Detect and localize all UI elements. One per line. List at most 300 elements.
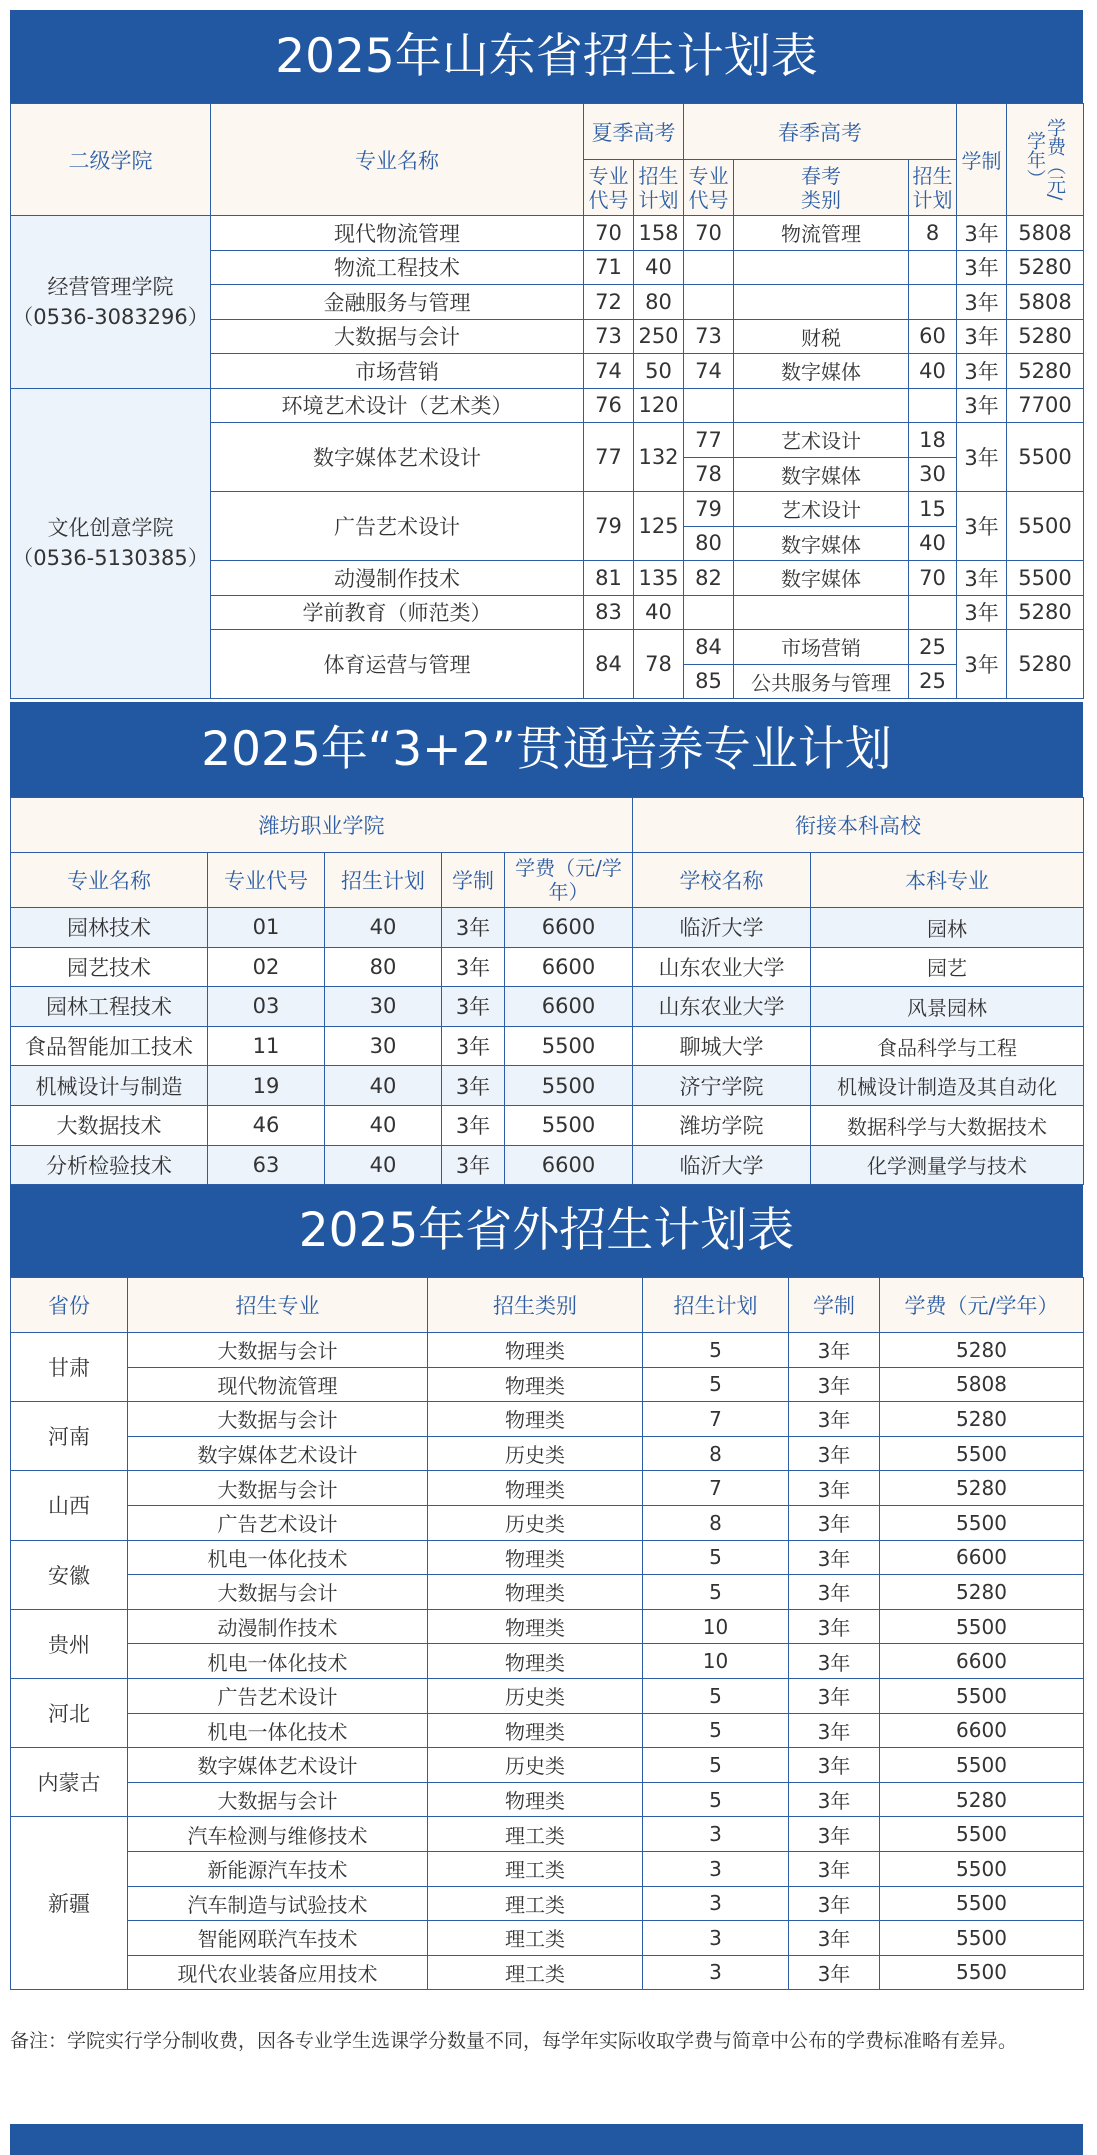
- summer-code: 79: [584, 492, 634, 561]
- cell-fee: 5500: [505, 1066, 633, 1106]
- summer-plan: 78: [634, 630, 684, 699]
- header2-code: 专业代号: [208, 853, 325, 908]
- table-row: [11, 1402, 1084, 1437]
- cell-fee: 5500: [880, 1921, 1084, 1956]
- cell-undergrad: 风景园林: [811, 987, 1084, 1027]
- cell-plan: 5: [643, 1575, 789, 1610]
- spring-plan: [909, 595, 957, 630]
- cell-fee: 5808: [880, 1367, 1084, 1402]
- cell-fee: 5500: [880, 1609, 1084, 1644]
- out-of-province-table: [10, 1277, 1084, 1990]
- cell-years: 3年: [789, 1713, 880, 1748]
- years: 3年: [957, 354, 1007, 389]
- cell-years: 3年: [789, 1851, 880, 1886]
- fee: 5280: [1007, 630, 1084, 699]
- table-row: [11, 987, 1084, 1027]
- cell-major: 大数据技术: [11, 1105, 208, 1145]
- spring-plan: [909, 388, 957, 423]
- cell-years: 3年: [789, 1748, 880, 1783]
- table-row: [11, 1145, 1084, 1185]
- college-cell: [11, 216, 211, 389]
- cell-years: 3年: [789, 1817, 880, 1852]
- spring-plan: [909, 250, 957, 285]
- cell-code: 46: [208, 1105, 325, 1145]
- cell-years: 3年: [789, 1886, 880, 1921]
- cell-category: 物理类: [428, 1471, 643, 1506]
- spring-category: 艺术设计: [734, 423, 909, 458]
- summer-code: 72: [584, 285, 634, 320]
- spring-category: 艺术设计: [734, 492, 909, 527]
- spring-plan: 40: [909, 354, 957, 389]
- spring-plan: 15: [909, 492, 957, 527]
- cell-undergrad: 园艺: [811, 947, 1084, 987]
- table-row: [11, 1782, 1084, 1817]
- header-spring: 春季高考: [684, 104, 957, 160]
- cell-major: 大数据与会计: [128, 1471, 428, 1506]
- cell-category: 历史类: [428, 1678, 643, 1713]
- header-spring-category-text: 春考类别: [801, 163, 841, 212]
- fee: 5808: [1007, 285, 1084, 320]
- cell-fee: 5500: [880, 1955, 1084, 1990]
- header-spring-category: [734, 160, 909, 216]
- summer-code: 71: [584, 250, 634, 285]
- cell-plan: 30: [325, 1026, 442, 1066]
- shandong-plan-table: [10, 103, 1084, 699]
- cell-years: 3年: [442, 1145, 505, 1185]
- table-row: [11, 388, 1084, 423]
- cell-code: 63: [208, 1145, 325, 1185]
- province-cell: 河南: [11, 1402, 128, 1471]
- cell-undergrad: 园林: [811, 908, 1084, 948]
- cell-years: 3年: [442, 1026, 505, 1066]
- summer-plan: 250: [634, 319, 684, 354]
- cell-years: 3年: [442, 908, 505, 948]
- years: 3年: [957, 630, 1007, 699]
- cell-plan: 5: [643, 1333, 789, 1368]
- table-row: [11, 1748, 1084, 1783]
- summer-code: 74: [584, 354, 634, 389]
- cell-years: 3年: [789, 1333, 880, 1368]
- province-cell: 新疆: [11, 1817, 128, 1990]
- summer-code: 83: [584, 595, 634, 630]
- header-fee-text: 学费（元/学年）: [1024, 118, 1067, 201]
- table-row: [11, 1886, 1084, 1921]
- through-training-table: [10, 797, 1084, 1185]
- cell-plan: 7: [643, 1402, 789, 1437]
- cell-years: 3年: [789, 1955, 880, 1990]
- cell-category: 物理类: [428, 1575, 643, 1610]
- group-undergrad: 衔接本科高校: [633, 798, 1084, 853]
- province-cell: 安徽: [11, 1540, 128, 1609]
- summer-code: 76: [584, 388, 634, 423]
- cell-plan: 3: [643, 1886, 789, 1921]
- major-name: 数字媒体艺术设计: [211, 423, 584, 492]
- spring-plan: 60: [909, 319, 957, 354]
- cell-plan: 5: [643, 1678, 789, 1713]
- table-row: [11, 1644, 1084, 1679]
- cell-school: 临沂大学: [633, 908, 811, 948]
- major-name: 动漫制作技术: [211, 561, 584, 596]
- spring-plan: 40: [909, 526, 957, 561]
- table-row: [11, 908, 1084, 948]
- header2-major: 专业名称: [11, 853, 208, 908]
- cell-plan: 10: [643, 1644, 789, 1679]
- header3-years: 学制: [789, 1278, 880, 1333]
- cell-category: 历史类: [428, 1436, 643, 1471]
- header-years: 学制: [957, 104, 1007, 216]
- cell-plan: 40: [325, 1145, 442, 1185]
- cell-code: 11: [208, 1026, 325, 1066]
- header-major: 专业名称: [211, 104, 584, 216]
- fee: 5500: [1007, 561, 1084, 596]
- cell-category: 物理类: [428, 1402, 643, 1437]
- header-spring-plan-text: 招生计划: [912, 163, 953, 212]
- cell-fee: 5280: [880, 1782, 1084, 1817]
- footer-bar: [10, 2124, 1083, 2155]
- cell-major: 广告艺术设计: [128, 1678, 428, 1713]
- spring-category: 公共服务与管理: [734, 664, 909, 699]
- section2-title: 2025年“3+2”贯通培养专业计划: [201, 722, 892, 777]
- table-row: [11, 1955, 1084, 1990]
- table-row: [11, 1436, 1084, 1471]
- summer-plan: 125: [634, 492, 684, 561]
- cell-plan: 5: [643, 1367, 789, 1402]
- cell-major: 数字媒体艺术设计: [128, 1748, 428, 1783]
- cell-years: 3年: [442, 1066, 505, 1106]
- header3-fee: 学费（元/学年）: [880, 1278, 1084, 1333]
- major-name: 环境艺术设计（艺术类）: [211, 388, 584, 423]
- major-name: 金融服务与管理: [211, 285, 584, 320]
- years: 3年: [957, 319, 1007, 354]
- table-row: [11, 1026, 1084, 1066]
- header-summer-code: [584, 160, 634, 216]
- table-row: [11, 1678, 1084, 1713]
- cell-category: 理工类: [428, 1886, 643, 1921]
- summer-plan: 120: [634, 388, 684, 423]
- table-row: [11, 947, 1084, 987]
- spring-category: [734, 595, 909, 630]
- cell-code: 03: [208, 987, 325, 1027]
- header-fee: [1007, 104, 1084, 216]
- table-row: [11, 1367, 1084, 1402]
- summer-plan: 132: [634, 423, 684, 492]
- cell-plan: 8: [643, 1436, 789, 1471]
- fee: 5280: [1007, 595, 1084, 630]
- summer-code: 81: [584, 561, 634, 596]
- cell-major: 现代物流管理: [128, 1367, 428, 1402]
- cell-major: 广告艺术设计: [128, 1505, 428, 1540]
- summer-code: 84: [584, 630, 634, 699]
- cell-plan: 80: [325, 947, 442, 987]
- major-name: 大数据与会计: [211, 319, 584, 354]
- section2-banner: [10, 702, 1083, 797]
- years: 3年: [957, 595, 1007, 630]
- spring-plan: 25: [909, 630, 957, 665]
- college-phone: （0536-3083296）: [12, 304, 209, 329]
- table-row: [11, 1609, 1084, 1644]
- spring-code: 78: [684, 457, 734, 492]
- cell-plan: 5: [643, 1748, 789, 1783]
- cell-plan: 30: [325, 987, 442, 1027]
- province-cell: 河北: [11, 1678, 128, 1747]
- cell-fee: 6600: [880, 1540, 1084, 1575]
- major-name: 体育运营与管理: [211, 630, 584, 699]
- spring-code: [684, 595, 734, 630]
- cell-plan: 5: [643, 1713, 789, 1748]
- table-row: [11, 1713, 1084, 1748]
- cell-category: 物理类: [428, 1713, 643, 1748]
- fee: 5500: [1007, 492, 1084, 561]
- header2-fee: [505, 853, 633, 908]
- cell-fee: 6600: [505, 987, 633, 1027]
- header3-category: 招生类别: [428, 1278, 643, 1333]
- cell-category: 理工类: [428, 1955, 643, 1990]
- header3-province: 省份: [11, 1278, 128, 1333]
- cell-major: 大数据与会计: [128, 1575, 428, 1610]
- table-row: [11, 1921, 1084, 1956]
- college-phone: （0536-5130385）: [12, 546, 209, 571]
- cell-plan: 10: [643, 1609, 789, 1644]
- cell-category: 理工类: [428, 1817, 643, 1852]
- cell-undergrad: 机械设计制造及其自动化: [811, 1066, 1084, 1106]
- summer-plan: 80: [634, 285, 684, 320]
- spring-code: 73: [684, 319, 734, 354]
- spring-category: [734, 250, 909, 285]
- cell-years: 3年: [789, 1921, 880, 1956]
- cell-years: 3年: [442, 987, 505, 1027]
- cell-years: 3年: [789, 1436, 880, 1471]
- spring-plan: 18: [909, 423, 957, 458]
- years: 3年: [957, 492, 1007, 561]
- cell-major: 动漫制作技术: [128, 1609, 428, 1644]
- header-summer: 夏季高考: [584, 104, 684, 160]
- cell-school: 潍坊学院: [633, 1105, 811, 1145]
- cell-category: 物理类: [428, 1540, 643, 1575]
- spring-code: [684, 250, 734, 285]
- cell-fee: 5500: [880, 1678, 1084, 1713]
- spring-code: 82: [684, 561, 734, 596]
- summer-code: 73: [584, 319, 634, 354]
- cell-undergrad: 数据科学与大数据技术: [811, 1105, 1084, 1145]
- cell-undergrad: 食品科学与工程: [811, 1026, 1084, 1066]
- cell-years: 3年: [789, 1782, 880, 1817]
- header-spring-code-text: 专业代号: [688, 163, 729, 212]
- cell-years: 3年: [789, 1678, 880, 1713]
- cell-major: 数字媒体艺术设计: [128, 1436, 428, 1471]
- cell-years: 3年: [789, 1644, 880, 1679]
- years: 3年: [957, 423, 1007, 492]
- cell-plan: 8: [643, 1505, 789, 1540]
- cell-years: 3年: [789, 1505, 880, 1540]
- cell-fee: 5500: [880, 1505, 1084, 1540]
- spring-category: 数字媒体: [734, 561, 909, 596]
- province-cell: 内蒙古: [11, 1748, 128, 1817]
- cell-fee: 5500: [505, 1105, 633, 1145]
- cell-major: 机电一体化技术: [128, 1644, 428, 1679]
- cell-school: 山东农业大学: [633, 987, 811, 1027]
- spring-code: 77: [684, 423, 734, 458]
- table-row: [11, 1505, 1084, 1540]
- cell-school: 临沂大学: [633, 1145, 811, 1185]
- cell-years: 3年: [442, 947, 505, 987]
- cell-fee: 5500: [880, 1886, 1084, 1921]
- spring-code: 79: [684, 492, 734, 527]
- cell-category: 历史类: [428, 1505, 643, 1540]
- spring-code: [684, 285, 734, 320]
- cell-plan: 40: [325, 1105, 442, 1145]
- fee: 5280: [1007, 250, 1084, 285]
- spring-category: [734, 388, 909, 423]
- spring-code: [684, 388, 734, 423]
- cell-major: 大数据与会计: [128, 1782, 428, 1817]
- header-spring-plan: [909, 160, 957, 216]
- cell-category: 理工类: [428, 1921, 643, 1956]
- summer-plan: 40: [634, 595, 684, 630]
- spring-category: 数字媒体: [734, 526, 909, 561]
- college-name: 经营管理学院: [47, 274, 174, 299]
- spring-code: 80: [684, 526, 734, 561]
- cell-category: 历史类: [428, 1748, 643, 1783]
- table-row: [11, 1817, 1084, 1852]
- cell-years: 3年: [789, 1402, 880, 1437]
- cell-major: 机电一体化技术: [128, 1540, 428, 1575]
- cell-major: 机电一体化技术: [128, 1713, 428, 1748]
- table-row: [11, 1851, 1084, 1886]
- cell-category: 物理类: [428, 1367, 643, 1402]
- cell-years: 3年: [442, 1105, 505, 1145]
- header3-major: 招生专业: [128, 1278, 428, 1333]
- cell-school: 山东农业大学: [633, 947, 811, 987]
- cell-major: 园林工程技术: [11, 987, 208, 1027]
- major-name: 物流工程技术: [211, 250, 584, 285]
- cell-school: 济宁学院: [633, 1066, 811, 1106]
- cell-years: 3年: [789, 1471, 880, 1506]
- spring-plan: [909, 285, 957, 320]
- province-cell: 山西: [11, 1471, 128, 1540]
- table-row: [11, 1066, 1084, 1106]
- cell-major: 大数据与会计: [128, 1333, 428, 1368]
- cell-fee: 5280: [880, 1333, 1084, 1368]
- major-name: 现代物流管理: [211, 216, 584, 251]
- cell-fee: 6600: [505, 1145, 633, 1185]
- cell-plan: 5: [643, 1540, 789, 1575]
- cell-years: 3年: [789, 1367, 880, 1402]
- cell-years: 3年: [789, 1609, 880, 1644]
- cell-major: 分析检验技术: [11, 1145, 208, 1185]
- spring-code: 84: [684, 630, 734, 665]
- cell-plan: 3: [643, 1851, 789, 1886]
- province-cell: 贵州: [11, 1609, 128, 1678]
- cell-years: 3年: [789, 1575, 880, 1610]
- cell-category: 物理类: [428, 1782, 643, 1817]
- summer-plan: 158: [634, 216, 684, 251]
- header2-fee-text: 学费（元/学年）: [515, 856, 622, 904]
- header3-plan: 招生计划: [643, 1278, 789, 1333]
- table-row: [11, 1333, 1084, 1368]
- cell-major: 园艺技术: [11, 947, 208, 987]
- cell-category: 物理类: [428, 1609, 643, 1644]
- section1-banner: [10, 10, 1083, 103]
- cell-major: 汽车检测与维修技术: [128, 1817, 428, 1852]
- fee: 7700: [1007, 388, 1084, 423]
- header2-plan: 招生计划: [325, 853, 442, 908]
- cell-fee: 5500: [880, 1436, 1084, 1471]
- spring-code: 70: [684, 216, 734, 251]
- cell-plan: 3: [643, 1817, 789, 1852]
- header2-years: 学制: [442, 853, 505, 908]
- spring-category: 数字媒体: [734, 457, 909, 492]
- cell-plan: 3: [643, 1921, 789, 1956]
- spring-code: 74: [684, 354, 734, 389]
- spring-plan: 30: [909, 457, 957, 492]
- header-summer-plan: [634, 160, 684, 216]
- cell-plan: 40: [325, 908, 442, 948]
- summer-plan: 40: [634, 250, 684, 285]
- header-spring-code: [684, 160, 734, 216]
- cell-major: 机械设计与制造: [11, 1066, 208, 1106]
- cell-code: 01: [208, 908, 325, 948]
- cell-fee: 5500: [505, 1026, 633, 1066]
- cell-category: 理工类: [428, 1851, 643, 1886]
- cell-fee: 5280: [880, 1471, 1084, 1506]
- major-name: 市场营销: [211, 354, 584, 389]
- summer-code: 70: [584, 216, 634, 251]
- footnote: 备注：学院实行学分制收费，因各专业学生选课学分数量不同，每学年实际收取学费与简章中公布的学费标准略有差异。: [10, 2030, 1018, 2052]
- cell-fee: 6600: [505, 908, 633, 948]
- table-row: [11, 216, 1084, 251]
- cell-fee: 6600: [880, 1644, 1084, 1679]
- cell-plan: 3: [643, 1955, 789, 1990]
- years: 3年: [957, 388, 1007, 423]
- spring-category: 财税: [734, 319, 909, 354]
- fee: 5808: [1007, 216, 1084, 251]
- cell-major: 新能源汽车技术: [128, 1851, 428, 1886]
- cell-fee: 5280: [880, 1402, 1084, 1437]
- spring-category: [734, 285, 909, 320]
- cell-fee: 6600: [880, 1713, 1084, 1748]
- summer-plan: 135: [634, 561, 684, 596]
- section3-banner: [10, 1185, 1083, 1277]
- cell-fee: 5500: [880, 1748, 1084, 1783]
- header2-undergrad: 本科专业: [811, 853, 1084, 908]
- cell-major: 食品智能加工技术: [11, 1026, 208, 1066]
- major-name: 学前教育（师范类）: [211, 595, 584, 630]
- fee: 5500: [1007, 423, 1084, 492]
- spring-plan: 8: [909, 216, 957, 251]
- fee: 5280: [1007, 354, 1084, 389]
- province-cell: 甘肃: [11, 1333, 128, 1402]
- cell-school: 聊城大学: [633, 1026, 811, 1066]
- college-cell: [11, 388, 211, 699]
- cell-plan: 40: [325, 1066, 442, 1106]
- cell-fee: 5500: [880, 1851, 1084, 1886]
- years: 3年: [957, 285, 1007, 320]
- cell-years: 3年: [789, 1540, 880, 1575]
- cell-major: 大数据与会计: [128, 1402, 428, 1437]
- years: 3年: [957, 216, 1007, 251]
- spring-code: 85: [684, 664, 734, 699]
- cell-category: 物理类: [428, 1333, 643, 1368]
- header2-school: 学校名称: [633, 853, 811, 908]
- cell-major: 现代农业装备应用技术: [128, 1955, 428, 1990]
- spring-category: 物流管理: [734, 216, 909, 251]
- summer-plan: 50: [634, 354, 684, 389]
- cell-category: 物理类: [428, 1644, 643, 1679]
- group-weifang: 潍坊职业学院: [11, 798, 633, 853]
- spring-category: 数字媒体: [734, 354, 909, 389]
- header-summer-plan-text: 招生计划: [638, 163, 679, 212]
- college-name: 文化创意学院: [47, 516, 174, 541]
